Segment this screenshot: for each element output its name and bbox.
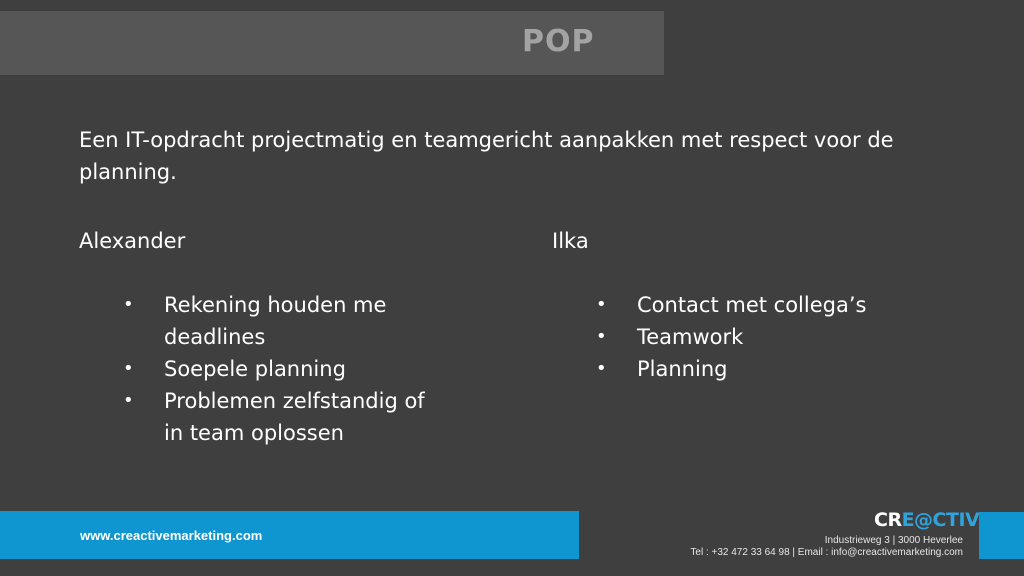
- column-heading: Alexander: [79, 229, 186, 253]
- bullet-icon: •: [596, 294, 607, 315]
- footer-address: Industrieweg 3 | 3000 Heverlee: [824, 535, 963, 546]
- bullet-icon: •: [123, 390, 134, 411]
- logo-part-1: CR: [874, 509, 902, 531]
- bullet-list: [552, 289, 932, 385]
- list-item: [596, 289, 932, 321]
- bullet-icon: •: [596, 326, 607, 347]
- list-item: [596, 353, 932, 385]
- column-ilka: [552, 226, 932, 385]
- column-heading: Ilka: [552, 229, 589, 253]
- bullet-icon: •: [123, 294, 134, 315]
- bullet-icon: •: [596, 358, 607, 379]
- slide-title: POP: [522, 24, 595, 59]
- creactiv-logo: [874, 509, 979, 531]
- footer-accent-block: [979, 512, 1024, 559]
- column-alexander: [79, 226, 459, 449]
- list-item-text: Teamwork: [637, 325, 744, 349]
- list-item-text: Rekening houden me deadlines: [164, 293, 387, 349]
- list-item: [123, 353, 443, 385]
- list-item: [596, 321, 932, 353]
- list-item: [123, 289, 443, 353]
- logo-part-2: E@CTIV: [901, 509, 980, 531]
- list-item-text: Problemen zelfstandig of in team oplossen: [164, 389, 425, 445]
- list-item-text: Contact met collega’s: [637, 293, 867, 317]
- bullet-icon: •: [123, 358, 134, 379]
- footer-website-link[interactable]: www.creactivemarketing.com: [80, 528, 263, 543]
- intro-text: Een IT-opdracht projectmatig en teamgericht aanpakken met respect voor de planning.: [79, 128, 894, 184]
- list-item-text: Planning: [637, 357, 728, 381]
- list-item: [123, 385, 443, 449]
- bullet-list: [79, 289, 459, 449]
- footer-contact: Tel : +32 472 33 64 98 | Email : info@creactivemarketing.com: [690, 547, 963, 558]
- list-item-text: Soepele planning: [164, 357, 346, 381]
